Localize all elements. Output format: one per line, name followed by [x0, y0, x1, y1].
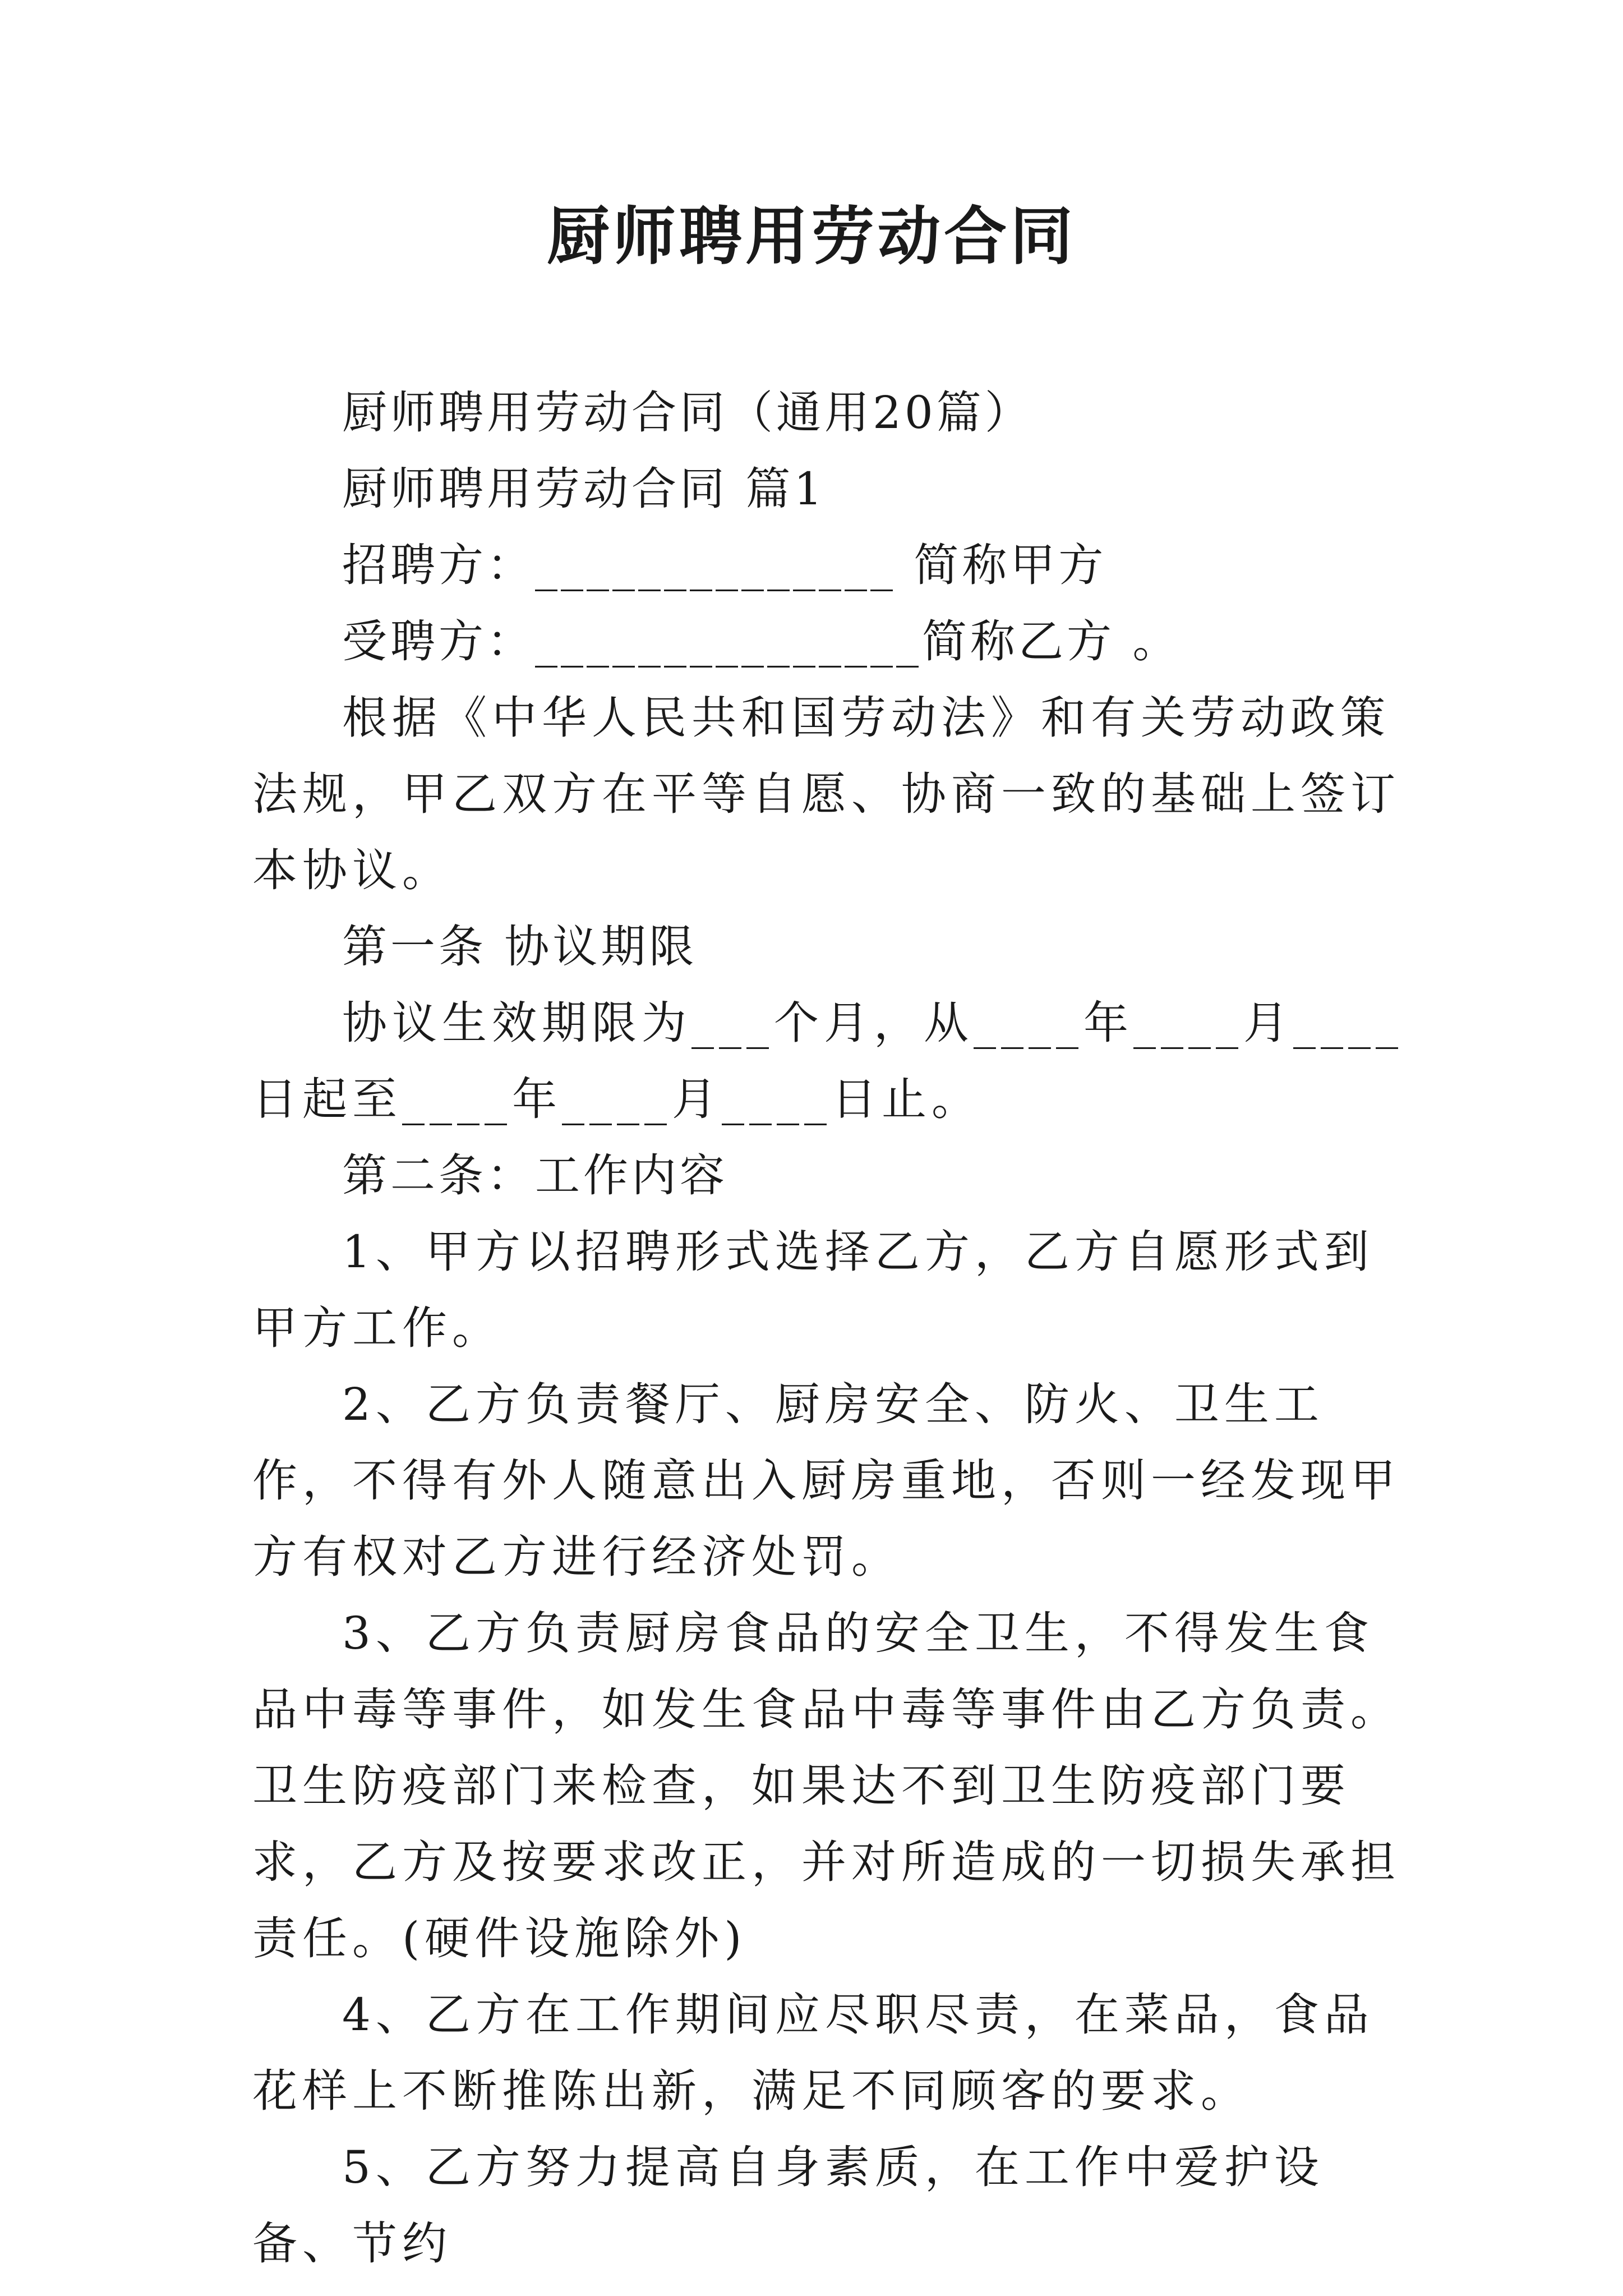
document-body — [252, 375, 1408, 2282]
paragraph-preamble: 根据《中华人民共和国劳动法》和有关劳动政策法规，甲乙双方在平等自愿、协商一致的基础上签订本协议。 — [252, 692, 1400, 896]
paragraph-employee: 受聘方：_______________简称乙方 。 — [342, 615, 1181, 668]
paragraph-article-1-body: 协议生效期限为___个月，从____年____月____日起至____年____月____日止。 — [252, 997, 1403, 1125]
paragraph-clause-4: 4、乙方在工作期间应尽职尽责，在菜品，食品花样上不断推陈出新，满足不同顾客的要求。 — [252, 1989, 1374, 2117]
paragraph-clause-2: 2、乙方负责餐厅、厨房安全、防火、卫生工作，不得有外人随意出入厨房重地，否则一经发现甲方有权对乙方进行经济处罚。 — [252, 1378, 1400, 1583]
paragraph-subtitle: 厨师聘用劳动合同（通用20篇） — [342, 386, 1033, 439]
paragraph-article-2-heading: 第二条：工作内容 — [342, 1149, 728, 1202]
paragraph-clause-5: 5、乙方努力提高自身素质，在工作中爱护设备、节约 — [252, 2141, 1324, 2270]
paragraph-clause-3: 3、乙方负责厨房食品的安全卫生，不得发生食品中毒等事件，如发生食品中毒等事件由乙方负责。卫生防疫部门来检查，如果达不到卫生防疫部门要求，乙方及按要求改正，并对所造成的一切损失承担责任。(硬件设施除外) — [252, 1607, 1400, 1964]
document-title: 厨师聘用劳动合同 — [547, 200, 1076, 273]
paragraph-section-heading: 厨师聘用劳动合同 篇1 — [342, 463, 826, 515]
paragraph-clause-1: 1、甲方以招聘形式选择乙方，乙方自愿形式到甲方工作。 — [252, 1226, 1374, 1354]
paragraph-employer: 招聘方：______________ 简称甲方 — [342, 539, 1107, 591]
paragraph-article-1-heading: 第一条 协议期限 — [342, 921, 698, 973]
